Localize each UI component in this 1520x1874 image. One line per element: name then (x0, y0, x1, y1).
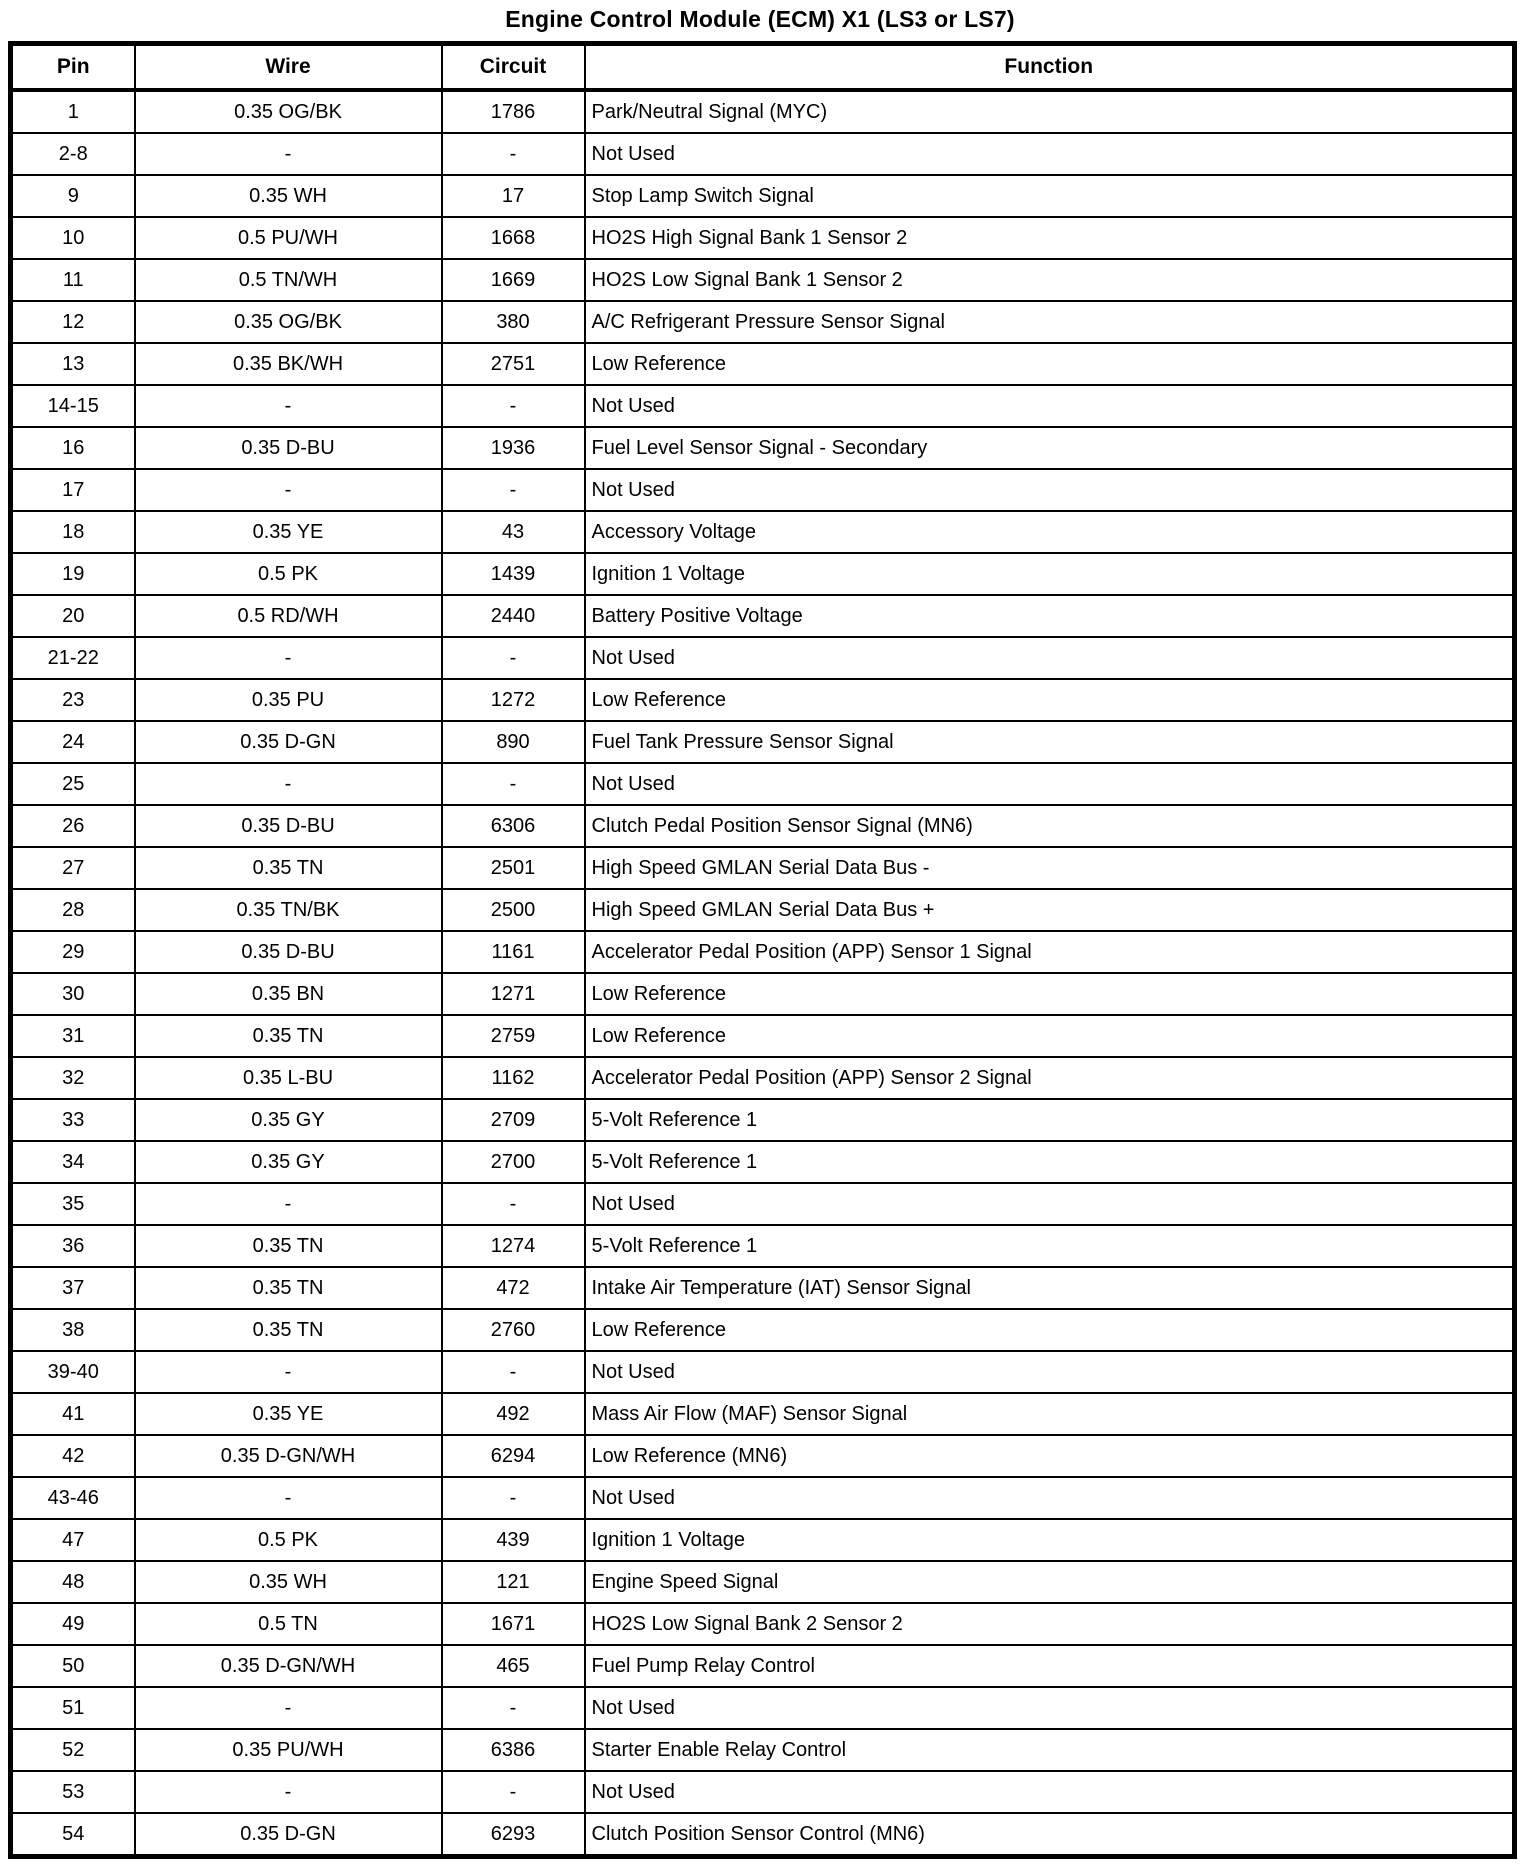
table-row (11, 931, 1515, 973)
wire-cell: 0.35 WH (135, 175, 442, 217)
table-row (11, 385, 1515, 427)
pin-cell: 10 (11, 217, 135, 259)
function-cell: Accelerator Pedal Position (APP) Sensor 2 Signal (585, 1057, 1515, 1099)
pin-cell: 49 (11, 1603, 135, 1645)
circuit-cell: 121 (442, 1561, 585, 1603)
function-cell: Accelerator Pedal Position (APP) Sensor 1 Signal (585, 931, 1515, 973)
pin-cell: 35 (11, 1183, 135, 1225)
pin-cell: 24 (11, 721, 135, 763)
function-cell: Accessory Voltage (585, 511, 1515, 553)
pin-cell: 38 (11, 1309, 135, 1351)
pin-cell: 42 (11, 1435, 135, 1477)
circuit-cell: - (442, 1351, 585, 1393)
circuit-cell: - (442, 1183, 585, 1225)
pin-cell: 1 (11, 90, 135, 133)
function-cell: Not Used (585, 133, 1515, 175)
wire-cell: 0.35 BN (135, 973, 442, 1015)
circuit-cell: 1272 (442, 679, 585, 721)
circuit-cell: - (442, 763, 585, 805)
pin-cell: 34 (11, 1141, 135, 1183)
column-header-pin: Pin (11, 44, 135, 91)
function-cell: Ignition 1 Voltage (585, 1519, 1515, 1561)
wire-cell: 0.5 RD/WH (135, 595, 442, 637)
pin-cell: 33 (11, 1099, 135, 1141)
table-row (11, 1183, 1515, 1225)
pin-cell: 53 (11, 1771, 135, 1813)
function-cell: 5-Volt Reference 1 (585, 1099, 1515, 1141)
table-header (11, 44, 1515, 91)
pin-cell: 11 (11, 259, 135, 301)
table-row (11, 1351, 1515, 1393)
pin-cell: 20 (11, 595, 135, 637)
table-row (11, 1099, 1515, 1141)
pin-cell: 21-22 (11, 637, 135, 679)
wire-cell: 0.35 TN (135, 1309, 442, 1351)
function-cell: Not Used (585, 1687, 1515, 1729)
function-cell: Not Used (585, 1477, 1515, 1519)
circuit-cell: 6306 (442, 805, 585, 847)
circuit-cell: 1274 (442, 1225, 585, 1267)
pin-cell: 54 (11, 1813, 135, 1857)
pin-cell: 2-8 (11, 133, 135, 175)
function-cell: Low Reference (585, 679, 1515, 721)
table-row (11, 427, 1515, 469)
table-row (11, 1813, 1515, 1857)
wire-cell: 0.5 TN (135, 1603, 442, 1645)
wire-cell: - (135, 1477, 442, 1519)
table-row (11, 1519, 1515, 1561)
column-header-circuit: Circuit (442, 44, 585, 91)
pin-cell: 28 (11, 889, 135, 931)
function-cell: Engine Speed Signal (585, 1561, 1515, 1603)
wire-cell: 0.35 TN/BK (135, 889, 442, 931)
table-row (11, 1477, 1515, 1519)
page-title: Engine Control Module (ECM) X1 (LS3 or LS7) (505, 6, 1015, 32)
circuit-cell: - (442, 385, 585, 427)
wire-cell: 0.35 D-BU (135, 931, 442, 973)
function-cell: 5-Volt Reference 1 (585, 1141, 1515, 1183)
circuit-cell: 43 (442, 511, 585, 553)
table-row (11, 301, 1515, 343)
table-row (11, 1435, 1515, 1477)
pin-cell: 51 (11, 1687, 135, 1729)
table-row (11, 1603, 1515, 1645)
pin-cell: 29 (11, 931, 135, 973)
function-cell: Intake Air Temperature (IAT) Sensor Signal (585, 1267, 1515, 1309)
wire-cell: 0.35 L-BU (135, 1057, 442, 1099)
circuit-cell: 1271 (442, 973, 585, 1015)
function-cell: Not Used (585, 469, 1515, 511)
circuit-cell: 465 (442, 1645, 585, 1687)
table-row (11, 259, 1515, 301)
pin-cell: 14-15 (11, 385, 135, 427)
function-cell: Clutch Pedal Position Sensor Signal (MN6) (585, 805, 1515, 847)
table-row (11, 469, 1515, 511)
circuit-cell: 472 (442, 1267, 585, 1309)
wire-cell: 0.35 BK/WH (135, 343, 442, 385)
circuit-cell: 1669 (442, 259, 585, 301)
table-row (11, 343, 1515, 385)
circuit-cell: 1936 (442, 427, 585, 469)
function-cell: Park/Neutral Signal (MYC) (585, 90, 1515, 133)
wire-cell: 0.35 PU (135, 679, 442, 721)
circuit-cell: - (442, 1771, 585, 1813)
wire-cell: 0.35 D-BU (135, 805, 442, 847)
table-body (11, 90, 1515, 1857)
wire-cell: 0.35 GY (135, 1099, 442, 1141)
pin-cell: 36 (11, 1225, 135, 1267)
circuit-cell: 2500 (442, 889, 585, 931)
table-row (11, 90, 1515, 133)
table-row (11, 805, 1515, 847)
table-row (11, 511, 1515, 553)
wire-cell: 0.5 PU/WH (135, 217, 442, 259)
table-row (11, 175, 1515, 217)
circuit-cell: 2759 (442, 1015, 585, 1057)
wire-cell: 0.35 TN (135, 1267, 442, 1309)
circuit-cell: 2501 (442, 847, 585, 889)
function-cell: Fuel Tank Pressure Sensor Signal (585, 721, 1515, 763)
circuit-cell: 1161 (442, 931, 585, 973)
table-row (11, 763, 1515, 805)
circuit-cell: 2760 (442, 1309, 585, 1351)
table-row (11, 1687, 1515, 1729)
table-row (11, 1561, 1515, 1603)
table-row (11, 847, 1515, 889)
circuit-cell: 2709 (442, 1099, 585, 1141)
pin-cell: 12 (11, 301, 135, 343)
function-cell: Not Used (585, 1771, 1515, 1813)
pin-cell: 13 (11, 343, 135, 385)
function-cell: Clutch Position Sensor Control (MN6) (585, 1813, 1515, 1857)
wire-cell: 0.35 D-GN (135, 1813, 442, 1857)
pin-cell: 27 (11, 847, 135, 889)
wire-cell: - (135, 637, 442, 679)
circuit-cell: 2751 (442, 343, 585, 385)
function-cell: HO2S Low Signal Bank 2 Sensor 2 (585, 1603, 1515, 1645)
table-row (11, 1141, 1515, 1183)
circuit-cell: 2440 (442, 595, 585, 637)
column-header-wire: Wire (135, 44, 442, 91)
pin-cell: 9 (11, 175, 135, 217)
function-cell: Low Reference (585, 1015, 1515, 1057)
pin-cell: 48 (11, 1561, 135, 1603)
wire-cell: - (135, 1771, 442, 1813)
wire-cell: 0.35 TN (135, 847, 442, 889)
pin-cell: 25 (11, 763, 135, 805)
circuit-cell: 6293 (442, 1813, 585, 1857)
pin-cell: 18 (11, 511, 135, 553)
wire-cell: - (135, 133, 442, 175)
circuit-cell: - (442, 1477, 585, 1519)
table-row (11, 595, 1515, 637)
function-cell: 5-Volt Reference 1 (585, 1225, 1515, 1267)
table-row (11, 1057, 1515, 1099)
table-row (11, 1771, 1515, 1813)
wire-cell: - (135, 763, 442, 805)
function-cell: High Speed GMLAN Serial Data Bus + (585, 889, 1515, 931)
table-row (11, 1015, 1515, 1057)
function-cell: Low Reference (585, 343, 1515, 385)
table-row (11, 721, 1515, 763)
function-cell: Not Used (585, 763, 1515, 805)
pin-cell: 17 (11, 469, 135, 511)
function-cell: Stop Lamp Switch Signal (585, 175, 1515, 217)
wire-cell: 0.35 OG/BK (135, 301, 442, 343)
wire-cell: 0.35 D-GN/WH (135, 1645, 442, 1687)
pin-cell: 23 (11, 679, 135, 721)
table-row (11, 1309, 1515, 1351)
table-row (11, 553, 1515, 595)
function-cell: Not Used (585, 1351, 1515, 1393)
function-cell: Starter Enable Relay Control (585, 1729, 1515, 1771)
wire-cell: - (135, 385, 442, 427)
function-cell: Battery Positive Voltage (585, 595, 1515, 637)
table-row (11, 1729, 1515, 1771)
circuit-cell: 1786 (442, 90, 585, 133)
wire-cell: 0.35 YE (135, 1393, 442, 1435)
circuit-cell: 380 (442, 301, 585, 343)
pin-cell: 32 (11, 1057, 135, 1099)
function-cell: A/C Refrigerant Pressure Sensor Signal (585, 301, 1515, 343)
wire-cell: - (135, 1183, 442, 1225)
table-row (11, 133, 1515, 175)
circuit-cell: 439 (442, 1519, 585, 1561)
circuit-cell: - (442, 469, 585, 511)
function-cell: Mass Air Flow (MAF) Sensor Signal (585, 1393, 1515, 1435)
circuit-cell: - (442, 637, 585, 679)
circuit-cell: - (442, 133, 585, 175)
circuit-cell: 17 (442, 175, 585, 217)
wire-cell: 0.35 GY (135, 1141, 442, 1183)
table-row (11, 637, 1515, 679)
wire-cell: - (135, 469, 442, 511)
table-row (11, 679, 1515, 721)
circuit-cell: 1671 (442, 1603, 585, 1645)
circuit-cell: 1439 (442, 553, 585, 595)
function-cell: Not Used (585, 637, 1515, 679)
pin-cell: 31 (11, 1015, 135, 1057)
function-cell: Low Reference (MN6) (585, 1435, 1515, 1477)
function-cell: Low Reference (585, 1309, 1515, 1351)
wire-cell: 0.35 D-GN (135, 721, 442, 763)
wire-cell: 0.5 TN/WH (135, 259, 442, 301)
pin-cell: 30 (11, 973, 135, 1015)
table-row (11, 1225, 1515, 1267)
function-cell: Fuel Level Sensor Signal - Secondary (585, 427, 1515, 469)
wire-cell: 0.35 YE (135, 511, 442, 553)
table-row (11, 973, 1515, 1015)
function-cell: HO2S High Signal Bank 1 Sensor 2 (585, 217, 1515, 259)
ecm-pinout-table (8, 41, 1517, 1859)
circuit-cell: 1162 (442, 1057, 585, 1099)
pin-cell: 39-40 (11, 1351, 135, 1393)
wire-cell: 0.5 PK (135, 553, 442, 595)
pin-cell: 43-46 (11, 1477, 135, 1519)
pin-cell: 41 (11, 1393, 135, 1435)
wire-cell: - (135, 1351, 442, 1393)
column-header-function: Function (585, 44, 1515, 91)
header-row (11, 44, 1515, 91)
wire-cell: - (135, 1687, 442, 1729)
circuit-cell: 492 (442, 1393, 585, 1435)
wire-cell: 0.35 TN (135, 1225, 442, 1267)
function-cell: HO2S Low Signal Bank 1 Sensor 2 (585, 259, 1515, 301)
table-row (11, 1267, 1515, 1309)
table-row (11, 1645, 1515, 1687)
wire-cell: 0.35 D-GN/WH (135, 1435, 442, 1477)
wire-cell: 0.35 PU/WH (135, 1729, 442, 1771)
circuit-cell: 6294 (442, 1435, 585, 1477)
function-cell: Not Used (585, 385, 1515, 427)
wire-cell: 0.35 OG/BK (135, 90, 442, 133)
wire-cell: 0.35 WH (135, 1561, 442, 1603)
pin-cell: 52 (11, 1729, 135, 1771)
table-row (11, 217, 1515, 259)
wire-cell: 0.35 TN (135, 1015, 442, 1057)
pin-cell: 37 (11, 1267, 135, 1309)
circuit-cell: 1668 (442, 217, 585, 259)
pin-cell: 19 (11, 553, 135, 595)
function-cell: Ignition 1 Voltage (585, 553, 1515, 595)
pin-cell: 16 (11, 427, 135, 469)
function-cell: Low Reference (585, 973, 1515, 1015)
table-row (11, 889, 1515, 931)
circuit-cell: 2700 (442, 1141, 585, 1183)
function-cell: Fuel Pump Relay Control (585, 1645, 1515, 1687)
function-cell: High Speed GMLAN Serial Data Bus - (585, 847, 1515, 889)
circuit-cell: 6386 (442, 1729, 585, 1771)
function-cell: Not Used (585, 1183, 1515, 1225)
table-row (11, 1393, 1515, 1435)
pin-cell: 26 (11, 805, 135, 847)
wire-cell: 0.5 PK (135, 1519, 442, 1561)
circuit-cell: 890 (442, 721, 585, 763)
wire-cell: 0.35 D-BU (135, 427, 442, 469)
pin-cell: 50 (11, 1645, 135, 1687)
circuit-cell: - (442, 1687, 585, 1729)
pin-cell: 47 (11, 1519, 135, 1561)
